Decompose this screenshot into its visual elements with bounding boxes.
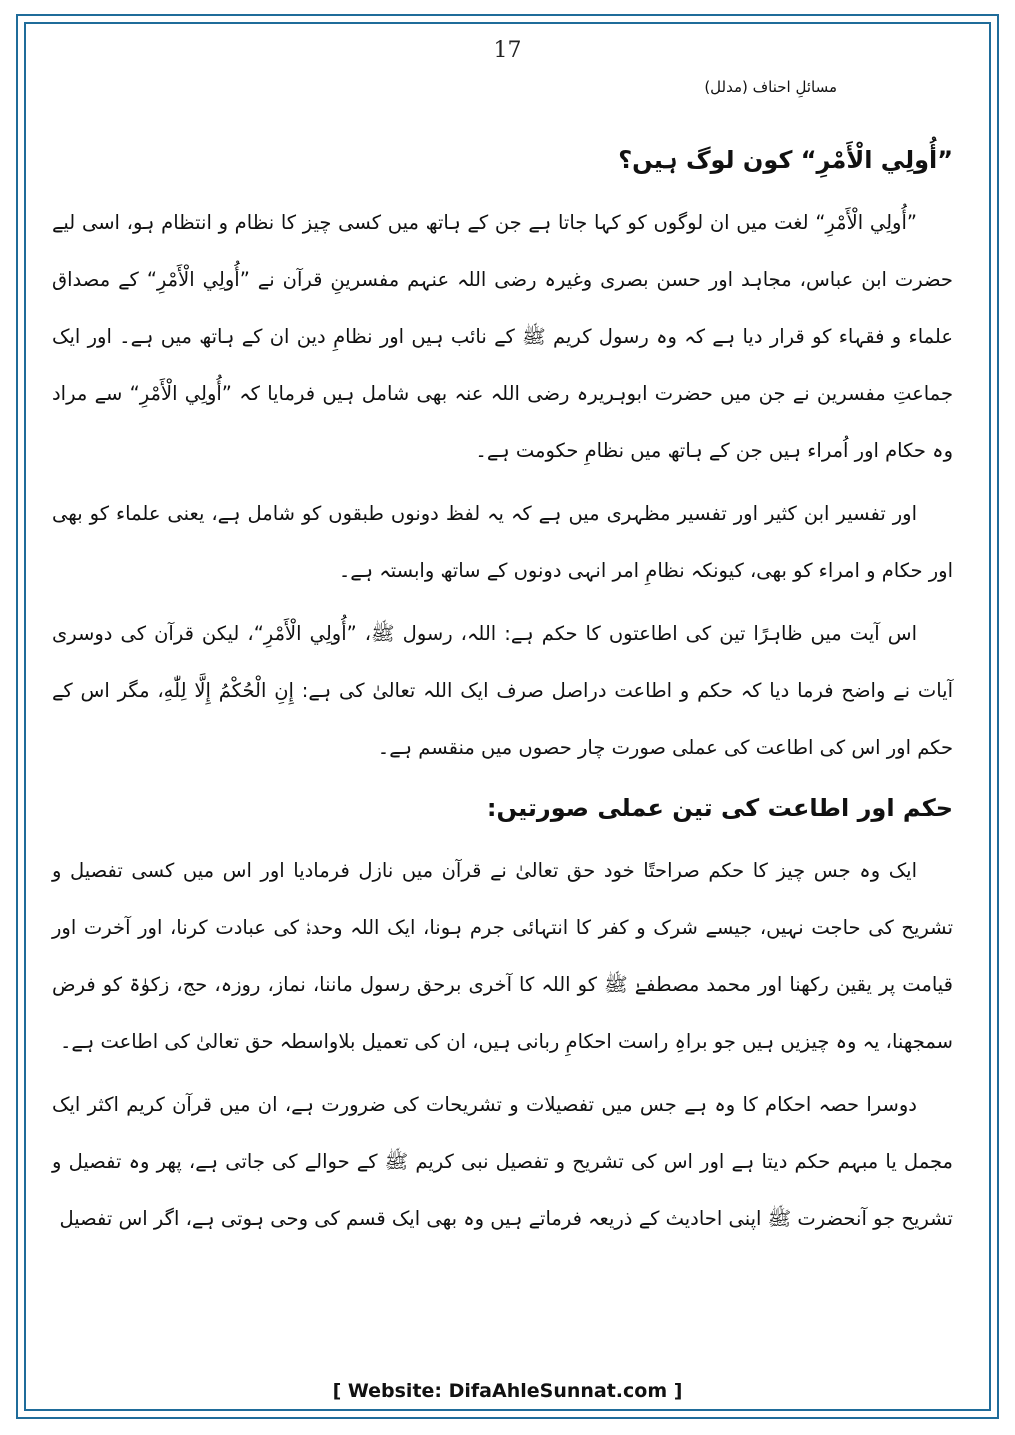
page-body <box>52 140 953 1253</box>
paragraph-tafsir: اور تفسیر ابن کثیر اور تفسیر مظہری میں ہے کہ یہ لفظ دونوں طبقوں کو شامل ہے، یعنی علماء کو بھی اور حکام و امراء کو بھی، کیونکہ نظامِ امر انہی دونوں کے ساتھ وابستہ ہے۔ <box>52 502 953 582</box>
paragraph-first-part: ایک وہ جس چیز کا حکم صراحتًا خود حق تعالیٰ نے قرآن میں نازل فرمادیا اور اس میں کسی تفصیل و تشریح کی حاجت نہیں، جیسے شرک و کفر کا انتہائی جرم ہونا، ایک اللہ وحدہٗ کی عبادت کرنا، اور آخرت اور قیامت پر یقین رکھنا اور محمد مصطفےٰ ﷺ کو اللہ کا آخری برحق رسول ماننا، نماز، روزہ، حج، زکوٰۃ کو فرض سمجھنا، یہ وہ چیزیں ہیں جو براہِ راست احکامِ ربانی ہیں، ان کی تعمیل بلاواسطہ حق تعالیٰ کی اطاعت ہے۔ <box>52 859 953 1053</box>
section-heading-ulil-amr: ”أُولِي الْأَمْرِ“ کون لوگ ہیں؟ <box>618 146 953 174</box>
page-number: 17 <box>493 38 522 63</box>
paragraph-obedience: اس آیت میں ظاہرًا تین کی اطاعتوں کا حکم ہے: اللہ، رسول ﷺ، ”أُولِي الْأَمْرِ“، لیکن قرآن کی دوسری آیات نے واضح فرما دیا کہ حکم و اطاعت دراصل صرف ایک اللہ تعالیٰ کی ہے: إِنِ الْحُكْمُ إِلَّا لِلّٰهِ، مگر اس کے حکم اور اس کی اطاعت کی عملی صورت چار حصوں میں منقسم ہے۔ <box>52 622 954 759</box>
paragraph-meaning: ”أُولِي الْأَمْرِ“ لغت میں ان لوگوں کو کہا جاتا ہے جن کے ہاتھ میں کسی چیز کا نظام و انتظام ہو، اسی لیے حضرت ابن عباس، مجاہد اور حسن بصری وغیرہ رضی اللہ عنہم مفسرینِ قرآن نے ”أُولِي الْأَمْرِ“ کے مصداق علماء و فقہاء کو قرار دیا ہے کہ وہ رسول کریم ﷺ کے نائب ہیں اور نظامِ دین ان کے ہاتھ میں ہے۔ اور ایک جماعتِ مفسرین نے جن میں حضرت ابوہریرہ رضی اللہ عنہ بھی شامل ہیں فرمایا کہ ”أُولِي الْأَمْرِ“ سے مراد وہ حکام اور اُمراء ہیں جن کے ہاتھ میں نظامِ حکومت ہے۔ <box>52 211 953 462</box>
section-heading-three-forms: حکم اور اطاعت کی تین عملی صورتیں: <box>486 794 953 822</box>
running-head: مسائلِ احناف (مدلل) <box>704 78 837 96</box>
website-footer: [ Website: DifaAhleSunnat.com ] <box>332 1380 683 1402</box>
paragraph-second-part: دوسرا حصہ احکام کا وہ ہے جس میں تفصیلات و تشریحات کی ضرورت ہے، ان میں قرآن کریم اکثر ایک مجمل یا مبہم حکم دیتا ہے اور اس کی تشریح و تفصیل نبی کریم ﷺ کے حوالے کی جاتی ہے، پھر وہ تفصیل و تشریح جو آنحضرت ﷺ اپنی احادیث کے ذریعہ فرماتے ہیں وہ بھی ایک قسم کی وحی ہوتی ہے، اگر اس تفصیل <box>52 1093 953 1230</box>
